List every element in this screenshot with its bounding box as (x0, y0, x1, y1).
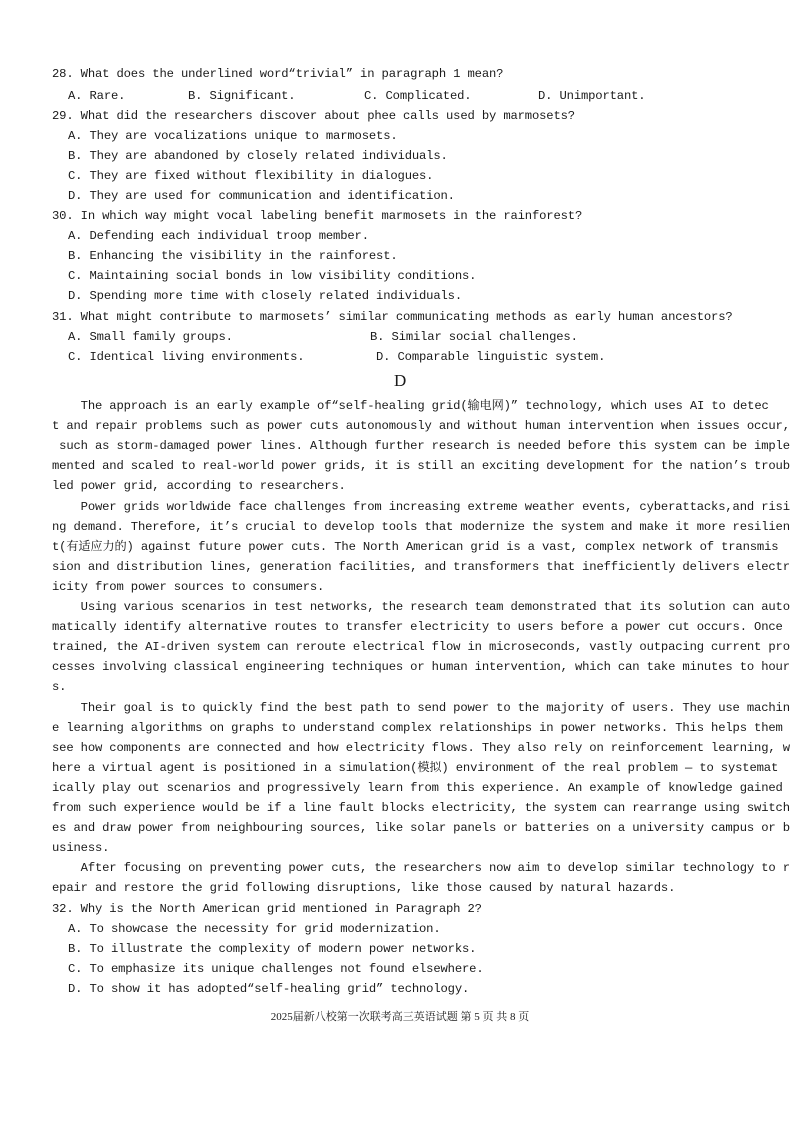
passage-line: ically play out scenarios and progressively learn from this experience. An example of knowledge gained (52, 780, 783, 795)
q28-option-b: B. Significant. (188, 89, 296, 103)
q31-option-d: D. Comparable linguistic system. (376, 350, 606, 364)
q29-option-d: D. They are used for communication and identification. (68, 189, 455, 203)
q32-option-d: D. To show it has adopted“self-healing grid” technology. (68, 982, 470, 996)
passage-line: icity from power sources to consumers. (52, 579, 325, 594)
q29-option-c: C. They are fixed without flexibility in dialogues. (68, 169, 434, 183)
q28-option-d: D. Unimportant. (538, 89, 646, 103)
passage-line: t(有适应力的) against future power cuts. The North American grid is a vast, complex network of transmis (52, 539, 779, 554)
question-30-stem: 30. In which way might vocal labeling benefit marmosets in the rainforest? (52, 209, 583, 223)
q28-option-c: C. Complicated. (364, 89, 472, 103)
passage-line: see how components are connected and how electricity flows. They also rely on reinforcement learning, w (52, 740, 790, 755)
passage-line: s. (52, 680, 67, 695)
passage-line: led power grid, according to researchers. (52, 479, 346, 494)
q31-option-a: A. Small family groups. (68, 330, 233, 344)
passage-line: here a virtual agent is positioned in a simulation(模拟) environment of the real problem — to systemat (52, 760, 779, 775)
passage-line: The approach is an early example of“self-healing grid(输电网)” technology, which uses AI to detec (52, 399, 769, 413)
q32-option-b: B. To illustrate the complexity of modern power networks. (68, 942, 477, 956)
passage-line: Power grids worldwide face challenges from increasing extreme weather events, cyberattacks,and risi (52, 499, 790, 514)
passage-line: epair and restore the grid following disruptions, like those caused by natural hazards. (52, 881, 676, 896)
passage-line: trained, the AI-driven system can reroute electrical flow in microseconds, vastly outpacing current pro (52, 640, 790, 655)
q32-option-a: A. To showcase the necessity for grid modernization. (68, 922, 441, 936)
passage-line: ng demand. Therefore, it’s crucial to develop tools that modernize the system and make it more resilien (52, 519, 790, 534)
passage-line: cesses involving classical engineering techniques or human intervention, which can take minutes to hour (52, 660, 790, 675)
passage-line: mented and scaled to real-world power grids, it is still an exciting development for the nation’s troub (52, 459, 790, 474)
q31-option-c: C. Identical living environments. (68, 350, 305, 364)
passage-line: t and repair problems such as power cuts autonomously and without human intervention when issues occur, (52, 419, 790, 434)
q29-option-b: B. They are abandoned by closely related individuals. (68, 149, 448, 163)
passage-line: Their goal is to quickly find the best path to send power to the majority of users. They use machin (52, 700, 790, 715)
passage-line: from such experience would be if a line fault blocks electricity, the system can rearrange using switch (52, 801, 790, 815)
passage-line: Using various scenarios in test networks, the research team demonstrated that its solution can auto (52, 600, 790, 614)
q30-option-c: C. Maintaining social bonds in low visibility conditions. (68, 269, 477, 283)
q28-option-a: A. Rare. (68, 89, 126, 103)
page-footer: 2025届新八校第一次联考高三英语试题 第 5 页 共 8 页 (270, 1011, 530, 1023)
question-31-stem: 31. What might contribute to marmosets’ similar communicating methods as early human ancestors? (52, 310, 733, 324)
q30-option-b: B. Enhancing the visibility in the rainforest. (68, 249, 398, 263)
q32-option-c: C. To emphasize its unique challenges not found elsewhere. (68, 962, 484, 976)
q29-option-a: A. They are vocalizations unique to marmosets. (68, 129, 398, 143)
passage-line: such as storm-damaged power lines. Although further research is needed before this system can be imple (52, 439, 790, 454)
question-29-stem: 29. What did the researchers discover about phee calls used by marmosets? (52, 109, 575, 123)
passage-line: e learning algorithms on graphs to understand complex relationships in power networks. This helps them (52, 720, 783, 735)
passage-line: usiness. (52, 841, 110, 856)
q30-option-a: A. Defending each individual troop member. (68, 229, 369, 243)
passage-line: es and draw power from neighbouring sources, like solar panels or batteries on a university campus or b (52, 821, 790, 836)
passage-line: sion and distribution lines, generation facilities, and transformers that inefficiently delivers electr (52, 559, 790, 574)
section-heading: D (394, 371, 407, 390)
passage-line: After focusing on preventing power cuts, the researchers now aim to develop similar technology to r (52, 861, 790, 876)
q31-option-b: B. Similar social challenges. (370, 330, 578, 344)
passage-line: matically identify alternative routes to transfer electricity to users before a power cut occurs. Once (52, 620, 783, 635)
question-32-stem: 32. Why is the North American grid mentioned in Paragraph 2? (52, 902, 482, 916)
q30-option-d: D. Spending more time with closely related individuals. (68, 289, 463, 303)
question-28-stem: 28. What does the underlined word“trivial” in paragraph 1 mean? (52, 67, 504, 81)
